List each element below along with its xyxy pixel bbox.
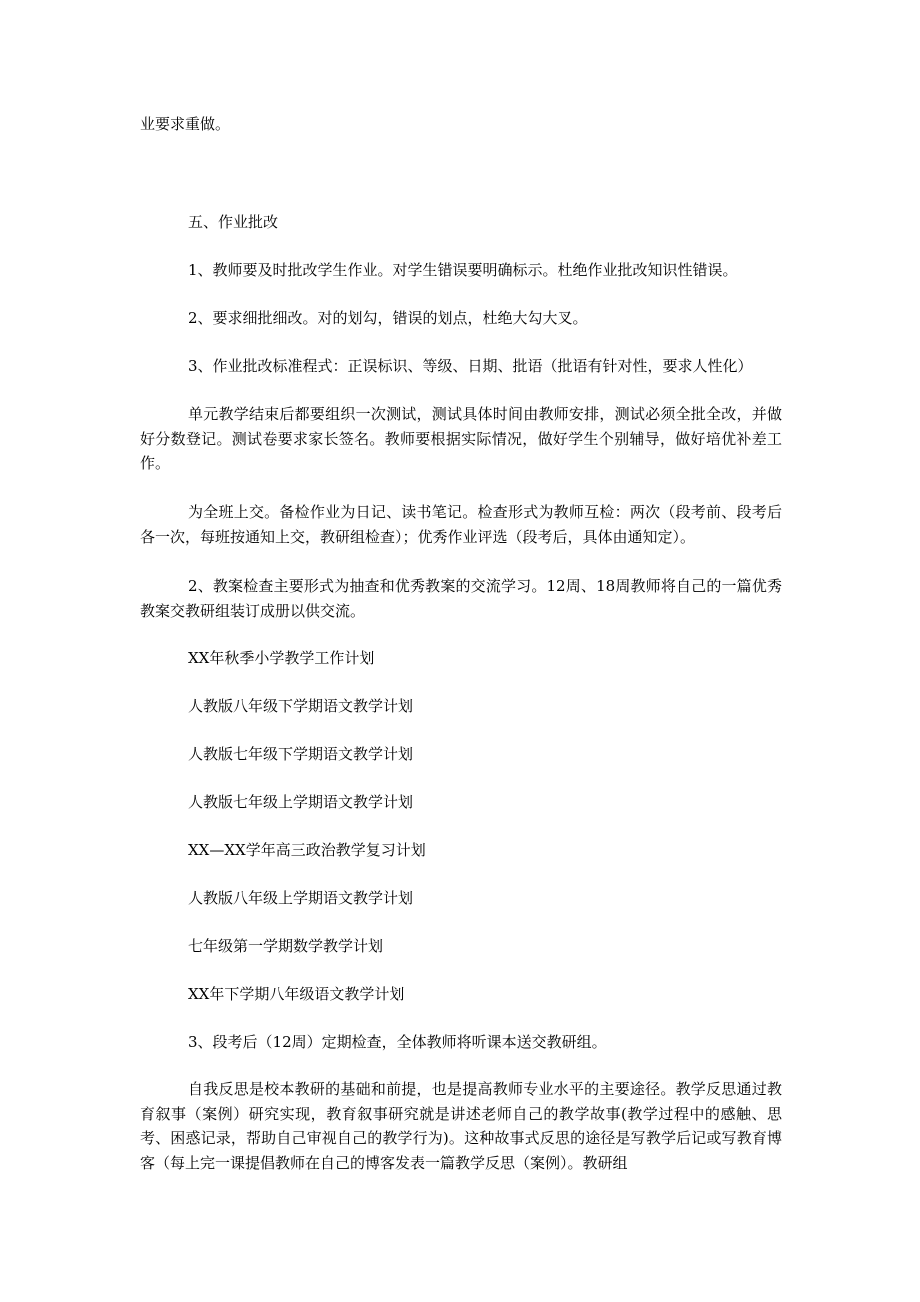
- plan-title: XX年下学期八年级语文教学计划: [188, 985, 405, 1003]
- text-line-continuation: 业要求重做。: [140, 115, 231, 133]
- paragraph-unit-test: 单元教学结束后都要组织一次测试，测试具体时间由教师安排，测试必须全批全改，并做好分数登记。测试卷要求家长签名。教师要根据实际情况，做好学生个别辅导，做好培优补差工作。: [140, 405, 782, 472]
- plan-title: 人教版七年级下学期语文教学计划: [188, 745, 414, 763]
- plan-title: 七年级第一学期数学教学计划: [188, 937, 384, 955]
- text-line-item-3: 3、作业批改标准程式：正误标识、等级、日期、批语（批语有针对性，要求人性化）: [188, 357, 753, 375]
- text-line-item-2: 2、要求细批细改。对的划勾，错误的划点，杜绝大勾大叉。: [188, 309, 588, 327]
- plan-title: 人教版八年级上学期语文教学计划: [188, 889, 414, 907]
- plan-title: XX—XX学年高三政治教学复习计划: [188, 841, 426, 859]
- section-heading-homework-grading: 五、作业批改: [188, 213, 279, 231]
- text-line-midterm-check: 3、段考后（12周）定期检查，全体教师将听课本送交教研组。: [188, 1033, 607, 1051]
- paragraph-homework-check: 为全班上交。备检作业为日记、读书笔记。检查形式为教师互检：两次（段考前、段考后各一次，每班按通知上交，教研组检查）；优秀作业评选（段考后，具体由通知定）。: [140, 503, 782, 546]
- plan-title: 人教版七年级上学期语文教学计划: [188, 793, 414, 811]
- plan-title: XX年秋季小学教学工作计划: [188, 649, 375, 667]
- plan-title: 人教版八年级下学期语文教学计划: [188, 697, 414, 715]
- text-line-item-1: 1、教师要及时批改学生作业。对学生错误要明确标示。杜绝作业批改知识性错误。: [188, 261, 738, 279]
- paragraph-lesson-plan: 2、教案检查主要形式为抽查和优秀教案的交流学习。12周、18周教师将自己的一篇优秀教案交教研组装订成册以供交流。: [140, 577, 782, 620]
- paragraph-self-reflection: 自我反思是校本教研的基础和前提，也是提高教师专业水平的主要途径。教学反思通过教育叙事（案例）研究实现，教育叙事研究就是讲述老师自己的教学故事(教学过程中的感触、思考、困惑记录，帮助自己审视自己的教学行为)。这种故事式反思的途径是写教学后记或写教育博客（每上完一课提倡教师在自己的博客发表一篇教学反思（案例）。教研组: [140, 1080, 782, 1172]
